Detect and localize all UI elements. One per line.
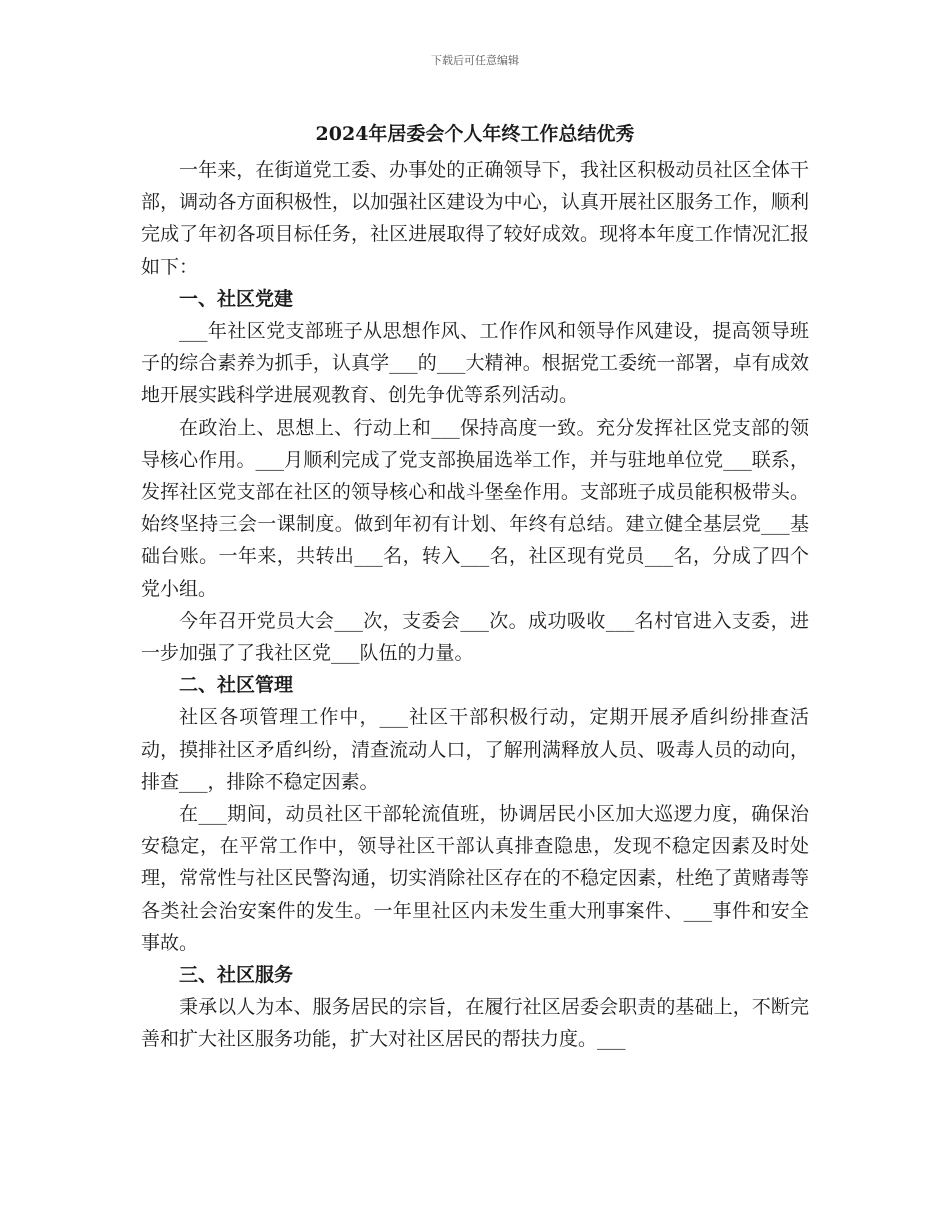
document-title: 2024年居委会个人年终工作总结优秀 bbox=[315, 123, 635, 145]
section-heading-service: 三、社区服务 bbox=[179, 964, 294, 987]
document-body bbox=[141, 118, 809, 1056]
paragraph: 社区各项管理工作中，___社区干部积极行动，定期开展矛盾纠纷排查活动，摸排社区矛盾纠纷，清查流动人口，了解刑满释放人员、吸毒人员的动向，排查___，排除不稳定因素。 bbox=[141, 706, 809, 793]
paragraph: ___年社区党支部班子从思想作风、工作作风和领导作风建设，提高领导班子的综合素养为抓手，认真学___的___大精神。根据党工委统一部署，卓有成效地开展实践科学进展观教育、创先争优等系列活动。 bbox=[141, 320, 809, 407]
page-header-note: 下载后可任意编辑 bbox=[431, 54, 519, 67]
section-heading-management: 二、社区管理 bbox=[179, 674, 294, 697]
paragraph: 秉承以人为本、服务居民的宗旨，在履行社区居委会职责的基础上，不断完善和扩大社区服务功能，扩大对社区居民的帮扶力度。___ bbox=[141, 996, 809, 1051]
paragraph: 今年召开党员大会___次，支委会___次。成功吸收___名村官进入支委，进一步加强了了我社区党___队伍的力量。 bbox=[141, 609, 809, 665]
section-heading-party-building: 一、社区党建 bbox=[179, 287, 294, 310]
paragraph: 在___期间，动员社区干部轮流值班，协调居民小区加大巡逻力度，确保治安稳定，在平常工作中，领导社区干部认真排查隐患，发现不稳定因素及时处理，常常性与社区民警沟通，切实消除社区存在的不稳定因素，杜绝了黄赌毒等各类社会治安案件的发生。一年里社区内未发生重大刑事案件、___事件和安全事故。 bbox=[141, 803, 809, 954]
intro-paragraph: 一年来，在街道党工委、办事处的正确领导下，我社区积极动员社区全体干部，调动各方面积极性，以加强社区建设为中心，认真开展社区服务工作，顺利完成了年初各项目标任务，社区进展取得了较好成效。现将本年度工作情况汇报如下： bbox=[141, 159, 809, 278]
paragraph: 在政治上、思想上、行动上和___保持高度一致。充分发挥社区党支部的领导核心作用。___月顺利完成了党支部换届选举工作，并与驻地单位党___联系，发挥社区党支部在社区的领导核心和战斗堡垒作用。支部班子成员能积极带头。始终坚持三会一课制度。做到年初有计划、年终有总结。建立健全基层党___基础台账。一年来，共转出___名，转入___名，社区现有党员___名，分成了四个党小组。 bbox=[141, 416, 809, 600]
